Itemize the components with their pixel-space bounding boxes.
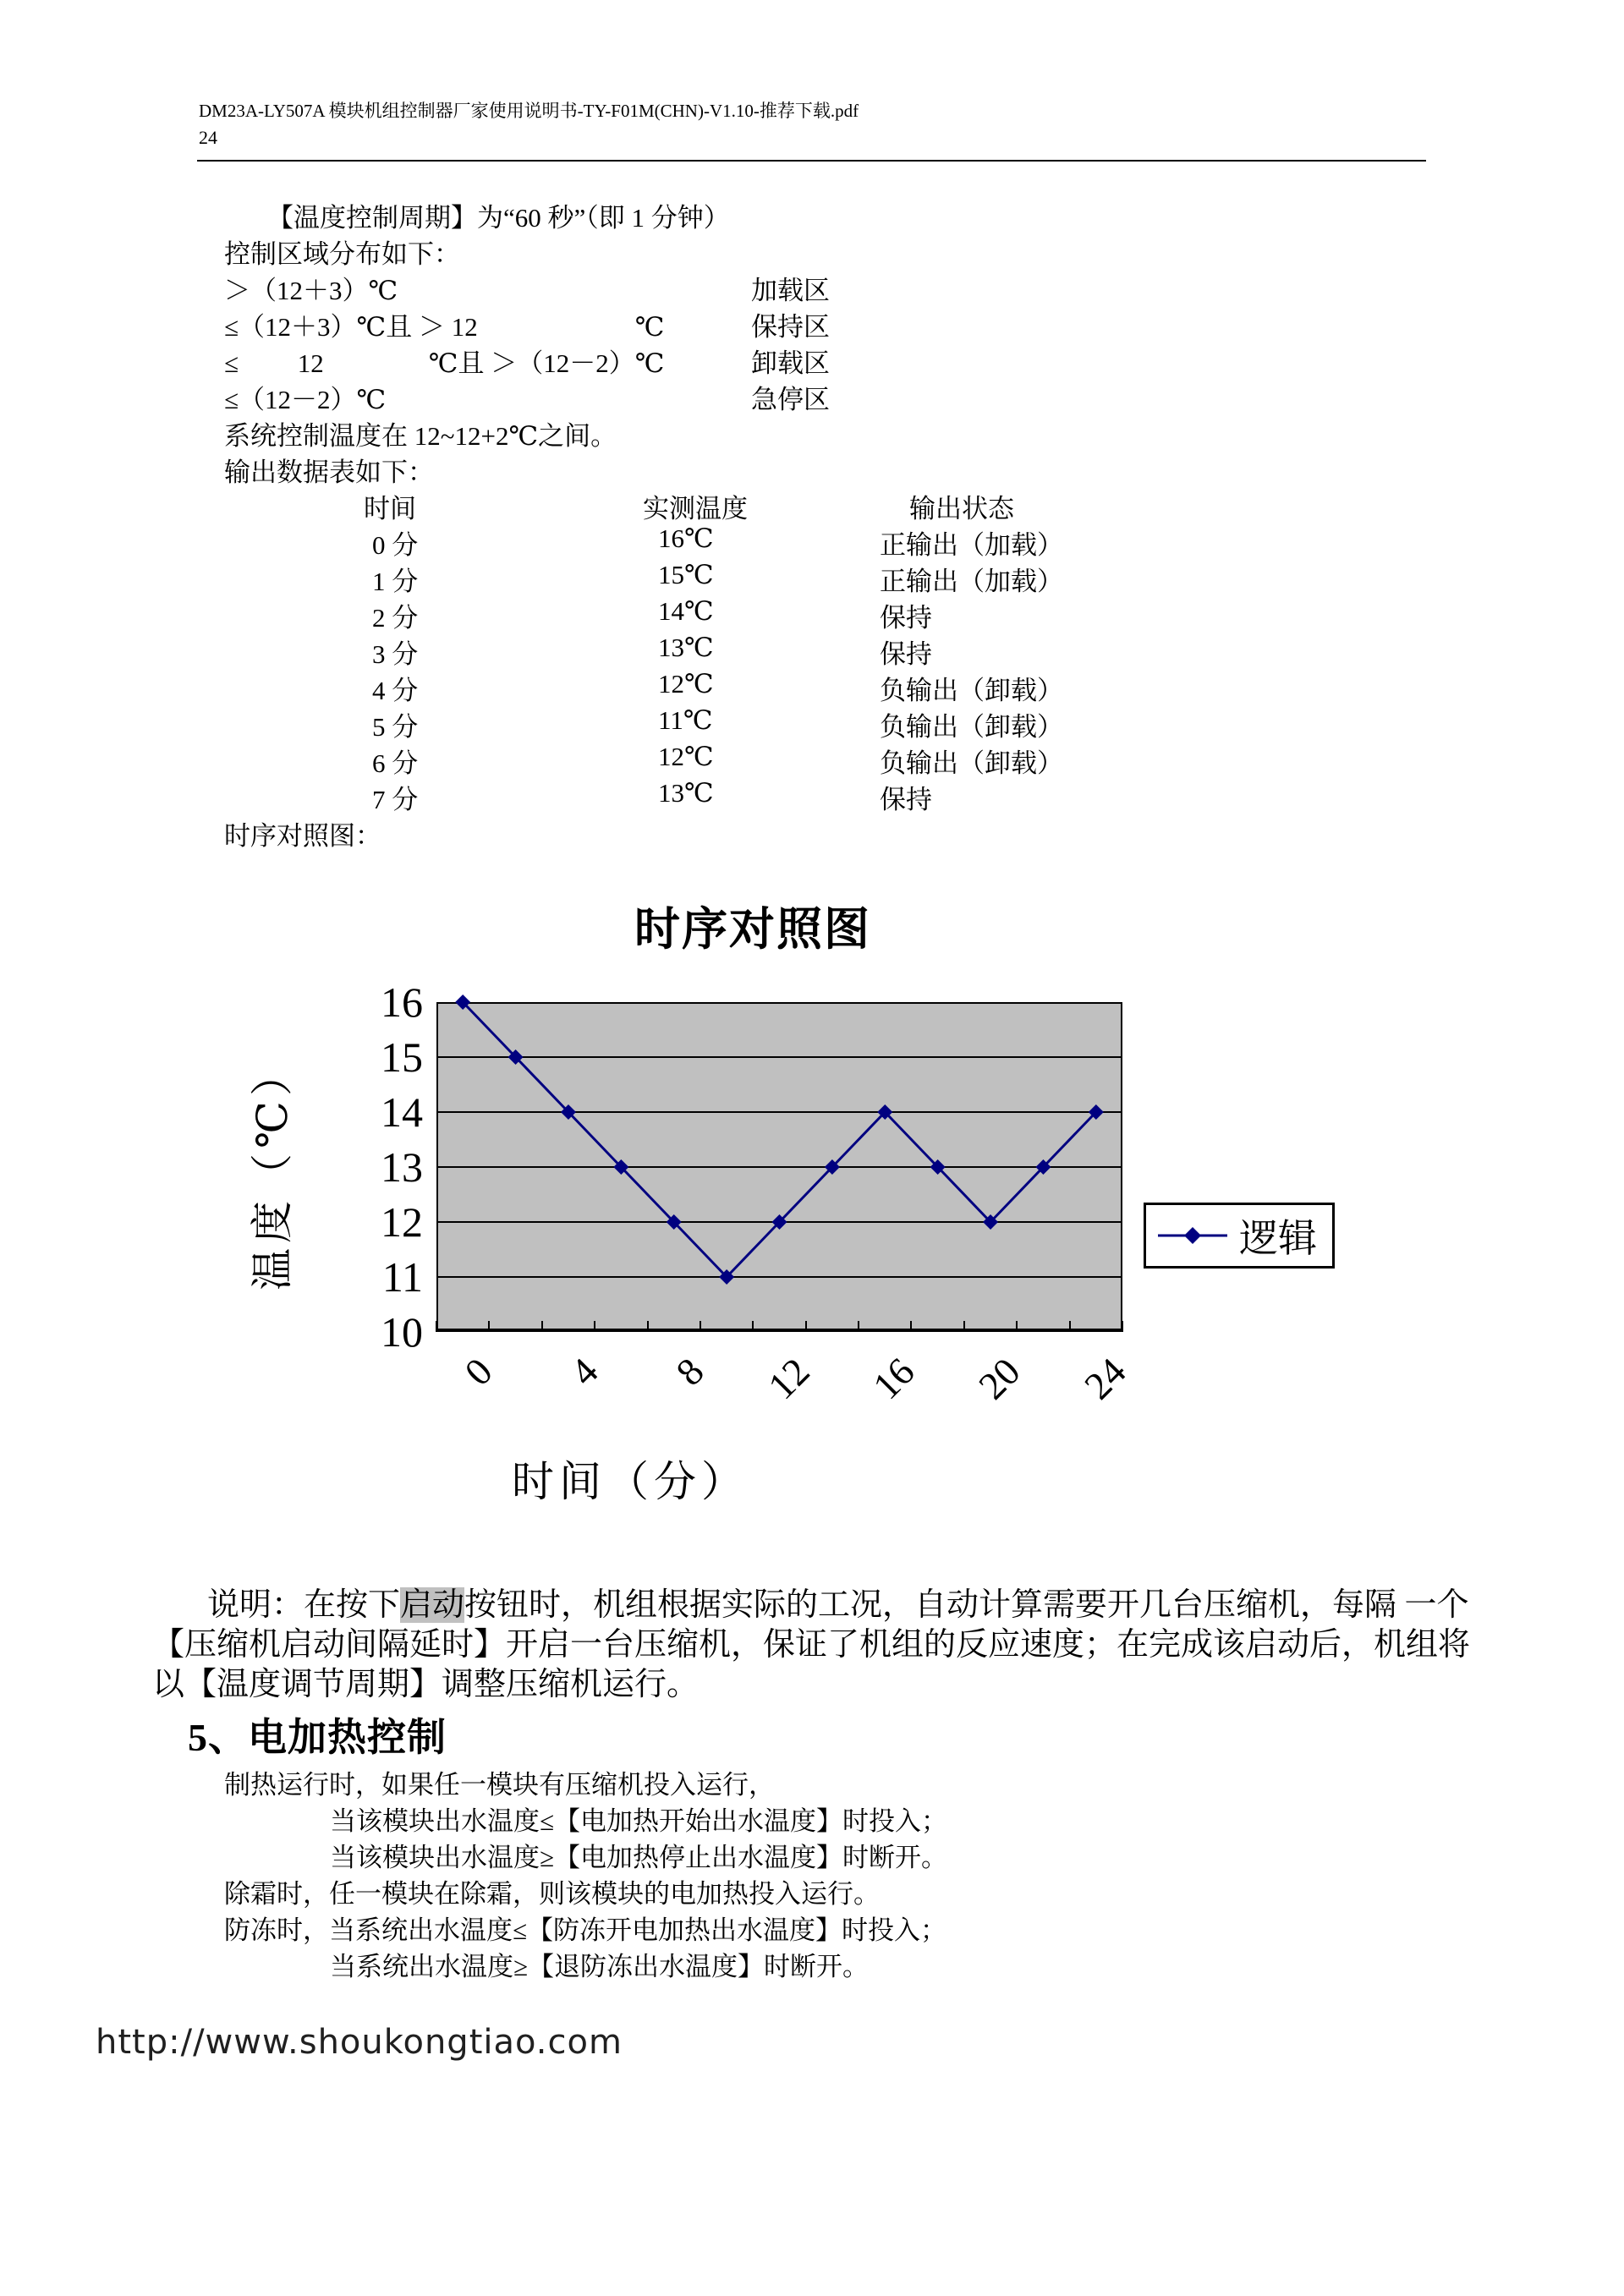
output-cell-status: 保持 — [880, 603, 932, 633]
x-axis-label: 12 — [759, 1349, 818, 1408]
output-cell-temp: 13℃ — [658, 778, 714, 808]
region-condition: ≤（12－2）℃ — [224, 385, 387, 414]
region-row — [224, 342, 830, 378]
note-start-highlight: 启动 — [400, 1587, 465, 1623]
region-condition: ≤ 12 ℃且 ＞（12－2）℃ — [224, 348, 665, 378]
region-row — [224, 305, 830, 342]
line-output-table-intro: 输出数据表如下： — [224, 458, 434, 487]
table-row — [0, 742, 1624, 778]
note-line1-suffix: 按钮时，机组根据实际的工况，自动计算需要开几台压缩机，每隔 一个 — [464, 1587, 1469, 1623]
table-row — [0, 705, 1624, 742]
output-table — [0, 523, 1624, 814]
y-axis-label: 16 — [381, 978, 423, 1026]
legend-series-marker — [1156, 1225, 1229, 1246]
output-cell-temp: 16℃ — [658, 523, 714, 553]
output-cell-temp: 12℃ — [658, 669, 714, 699]
region-row — [224, 269, 830, 305]
section-5-line: 当该模块出水温度≥【电加热停止出水温度】时断开。 — [330, 1843, 948, 1872]
output-cell-status: 负输出（卸载） — [880, 676, 1063, 705]
output-cell-temp: 11℃ — [658, 705, 713, 735]
output-cell-status: 正输出（加载） — [880, 567, 1063, 596]
table-row — [0, 778, 1624, 814]
note-line1-prefix: 说明：在按下 — [207, 1587, 401, 1623]
section-5-line: 制热运行时，如果任一模块有压缩机投入运行， — [224, 1770, 775, 1800]
output-cell-temp: 12℃ — [658, 742, 714, 771]
y-axis-label: 10 — [381, 1308, 423, 1356]
table-row — [0, 560, 1624, 596]
section-5-heading: 5、电加热控制 — [188, 1716, 447, 1759]
output-cell-time: 5 分 — [372, 712, 419, 742]
region-zone: 保持区 — [751, 312, 830, 342]
output-cell-status: 负输出（卸载） — [880, 712, 1063, 742]
output-cell-time: 7 分 — [372, 785, 419, 814]
section-5-line: 当该模块出水温度≤【电加热开始出水温度】时投入； — [330, 1806, 948, 1836]
output-cell-time: 3 分 — [372, 639, 419, 669]
section-5-line: 防冻时，当系统出水温度≤【防冻开电加热出水温度】时投入； — [224, 1915, 947, 1945]
output-cell-status: 保持 — [880, 785, 932, 814]
line-regions-intro: 控制区域分布如下： — [224, 239, 460, 269]
series-line — [463, 1002, 1096, 1277]
note-line-2: 【压缩机启动间隔延时】开启一台压缩机，保证了机组的反应速度；在完成该启动后，机组将 — [152, 1627, 1471, 1663]
section-5-line: 当系统出水温度≥【退防冻出水温度】时断开。 — [330, 1952, 870, 1981]
x-axis-title: 时间（分） — [512, 1458, 749, 1505]
region-zone: 加载区 — [751, 276, 830, 305]
table-row — [0, 669, 1624, 705]
footer-url: http://www.shoukongtiao.com — [96, 2023, 623, 2062]
output-cell-temp: 14℃ — [658, 596, 714, 626]
region-zone: 急停区 — [751, 385, 830, 414]
table-row — [0, 523, 1624, 560]
y-axis-label: 15 — [381, 1033, 423, 1081]
column-header-time: 时间 — [364, 494, 416, 523]
region-row — [224, 378, 830, 414]
header-divider — [197, 160, 1426, 162]
y-axis-label: 12 — [381, 1198, 423, 1246]
x-axis-label: 8 — [667, 1349, 712, 1395]
region-condition: ＞（12＋3）℃ — [224, 276, 398, 305]
section-5-line: 除霜时，任一模块在除霜，则该模块的电加热投入运行。 — [224, 1879, 880, 1909]
document-title: DM23A-LY507A 模块机组控制器厂家使用说明书-TY-F01M(CHN)-V1.10-推荐下载.pdf — [199, 101, 859, 121]
x-axis-label: 4 — [562, 1349, 606, 1395]
column-header-temp: 实测温度 — [643, 494, 748, 523]
output-cell-temp: 13℃ — [658, 633, 714, 662]
x-axis-label: 16 — [864, 1349, 924, 1408]
region-condition: ≤（12＋3）℃且 ＞ 12 ℃ — [224, 312, 665, 342]
column-header-status: 输出状态 — [909, 494, 1014, 523]
x-axis-label: 0 — [456, 1349, 501, 1395]
chart-plot-area — [436, 1002, 1122, 1332]
output-cell-status: 正输出（加载） — [880, 530, 1063, 560]
page-number: 24 — [199, 127, 217, 148]
output-cell-status: 保持 — [880, 639, 932, 669]
chart-series — [436, 1002, 1122, 1332]
note-line-3: 以【温度调节周期】调整压缩机运行。 — [152, 1667, 700, 1702]
line-temp-control-cycle: 【温度控制周期】为“60 秒”（即 1 分钟） — [267, 203, 730, 233]
control-region-table — [224, 269, 830, 414]
y-axis-title: 温度（℃） — [249, 1049, 296, 1290]
table-row — [0, 596, 1624, 633]
region-zone: 卸载区 — [751, 348, 830, 378]
output-cell-time: 0 分 — [372, 530, 419, 560]
output-cell-status: 负输出（卸载） — [880, 748, 1063, 778]
output-cell-time: 4 分 — [372, 676, 419, 705]
y-axis-label: 13 — [381, 1143, 423, 1191]
output-cell-time: 2 分 — [372, 603, 419, 633]
legend-series-label: 逻辑 — [1239, 1217, 1317, 1260]
y-axis-label: 11 — [381, 1253, 423, 1301]
line-chart-label: 时序对照图： — [224, 821, 381, 851]
line-system-control: 系统控制温度在 12~12+2℃之间。 — [224, 421, 617, 451]
y-axis-label: 14 — [381, 1088, 423, 1136]
output-cell-time: 1 分 — [372, 567, 419, 596]
output-cell-time: 6 分 — [372, 748, 419, 778]
x-axis-label: 20 — [970, 1349, 1029, 1408]
output-cell-temp: 15℃ — [658, 560, 714, 589]
x-axis-label: 24 — [1075, 1349, 1134, 1408]
table-row — [0, 633, 1624, 669]
chart-title: 时序对照图 — [634, 904, 871, 955]
chart-legend — [1144, 1203, 1335, 1269]
